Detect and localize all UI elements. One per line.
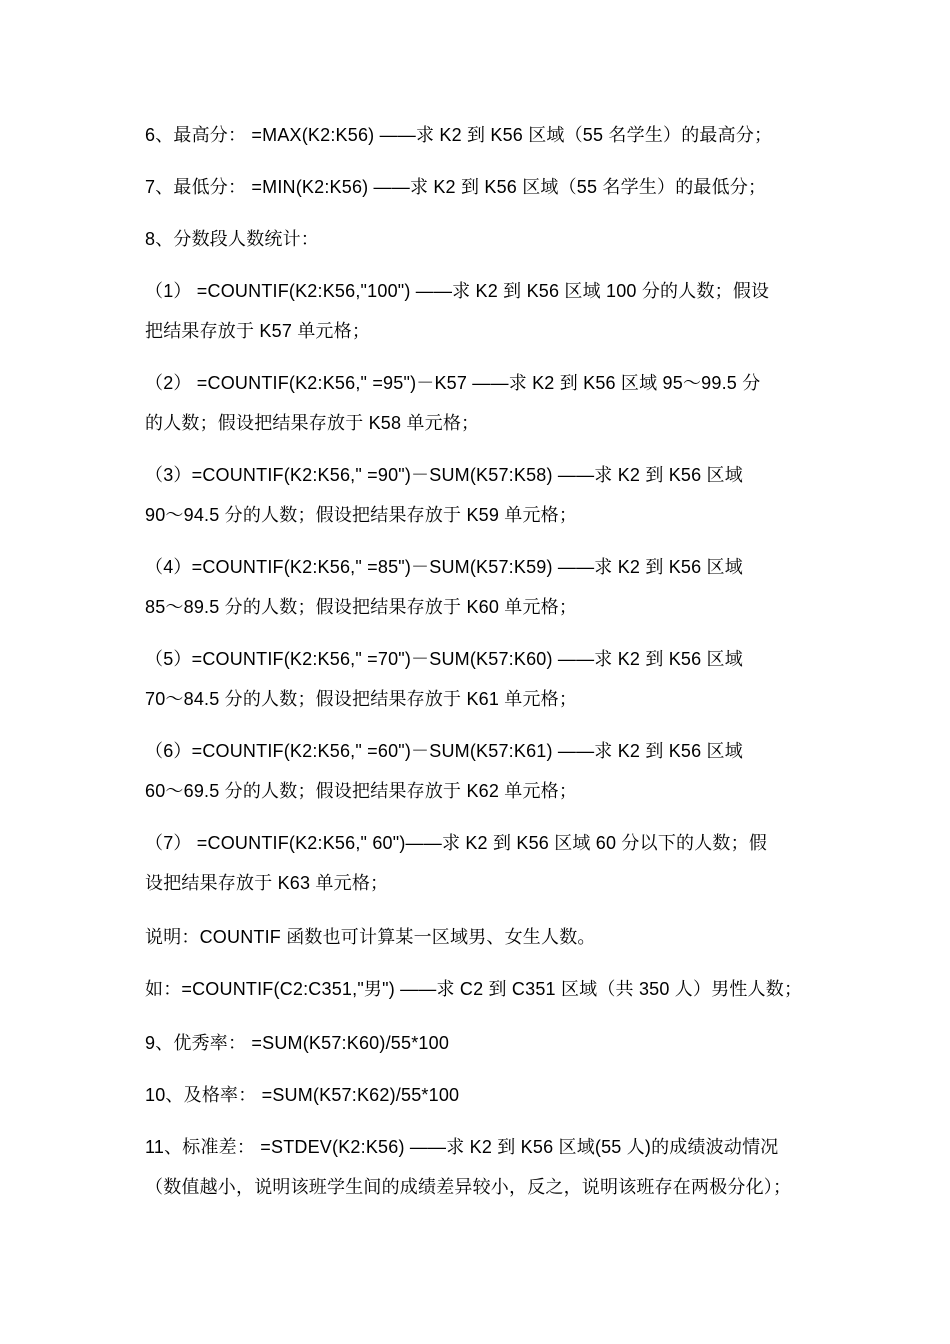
text-line: （7） =COUNTIF(K2:K56," 60")——求 K2 到 K56 区域 60 分以下的人数；假 <box>145 833 768 853</box>
text-line: 把结果存放于 K57 单元格； <box>145 321 371 341</box>
text-line: 如：=COUNTIF(C2:C351,"男") ——求 C2 到 C351 区域（共 350 人）男性人数； <box>145 979 803 999</box>
text-line: （6）=COUNTIF(K2:K56," =60")－SUM(K57:K61) ——求 K2 到 K56 区域 <box>145 741 743 761</box>
text-line: 说明：COUNTIF 函数也可计算某一区域男、女生人数。 <box>145 927 596 947</box>
text-line: 60～69.5 分的人数；假设把结果存放于 K62 单元格； <box>145 781 578 801</box>
text-line: （5）=COUNTIF(K2:K56," =70")－SUM(K57:K60) ——求 K2 到 K56 区域 <box>145 649 743 669</box>
text-line: 7、最低分： =MIN(K2:K56) ——求 K2 到 K56 区域（55 名学生）的最低分； <box>145 177 767 197</box>
text-line: （1） =COUNTIF(K2:K56,"100") ——求 K2 到 K56 区域 100 分的人数；假设 <box>145 281 770 301</box>
text-line: 的人数；假设把结果存放于 K58 单元格； <box>145 413 480 433</box>
text-line: 10、及格率： =SUM(K57:K62)/55*100 <box>145 1085 460 1105</box>
text-line: 设把结果存放于 K63 单元格； <box>145 873 389 893</box>
text-line: （4）=COUNTIF(K2:K56," =85")－SUM(K57:K59) ——求 K2 到 K56 区域 <box>145 557 743 577</box>
text-line: （数值越小，说明该班学生间的成绩差异较小，反之，说明该班存在两极分化）； <box>145 1177 792 1197</box>
text-line: 11、标准差： =STDEV(K2:K56) ——求 K2 到 K56 区域(55 人)的成绩波动情况 <box>145 1137 779 1157</box>
text-line: 85～89.5 分的人数；假设把结果存放于 K60 单元格； <box>145 597 578 617</box>
text-line: （2） =COUNTIF(K2:K56," =95")－K57 ——求 K2 到 K56 区域 95～99.5 分 <box>145 373 761 393</box>
text-line: 9、优秀率： =SUM(K57:K60)/55*100 <box>145 1033 450 1053</box>
text-line: 70～84.5 分的人数；假设把结果存放于 K61 单元格； <box>145 689 578 709</box>
text-line: 8、分数段人数统计： <box>145 229 320 249</box>
text-line: 6、最高分： =MAX(K2:K56) ——求 K2 到 K56 区域（55 名学生）的最高分； <box>145 125 773 145</box>
text-line: （3）=COUNTIF(K2:K56," =90")－SUM(K57:K58) ——求 K2 到 K56 区域 <box>145 465 743 485</box>
text-line: 90～94.5 分的人数；假设把结果存放于 K59 单元格； <box>145 505 578 525</box>
